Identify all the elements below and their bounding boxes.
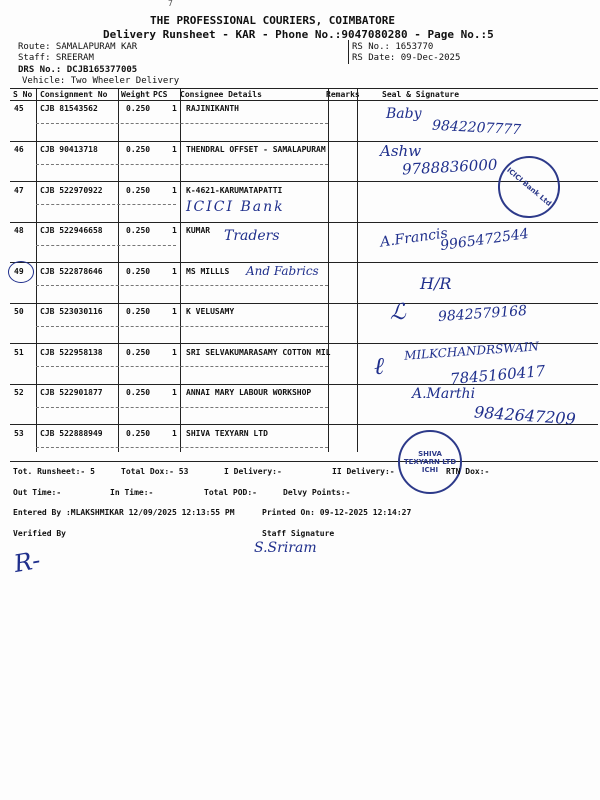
- in-time: In Time:-: [110, 488, 154, 497]
- handwritten-name: A.Marthi: [412, 386, 476, 402]
- row-pcs: 1: [172, 267, 177, 276]
- row-sno: 45: [14, 104, 24, 113]
- staff-label: Staff: SREERAM: [18, 53, 94, 63]
- out-time: Out Time:-: [13, 488, 62, 497]
- handwritten-scribble-icon: ℓ: [374, 352, 384, 380]
- row-weight: 0.250: [126, 348, 151, 357]
- row-inner-dash: [36, 164, 328, 165]
- row-separator: [10, 222, 598, 223]
- handwritten-scribble-icon: ℒ: [390, 300, 406, 325]
- row-inner-dash: [36, 204, 176, 205]
- handwritten-phone: 9788836000: [401, 155, 498, 179]
- drs-number: DRS No.: DCJB165377005: [18, 65, 138, 75]
- col-divider: [357, 88, 358, 452]
- staff-signature: S.Sriram: [254, 540, 317, 556]
- total-runsheet: Tot. Runsheet:- 5: [13, 467, 95, 476]
- shiva-texyarn-stamp: SHIVA TEXYARN LTD ICHI: [398, 430, 462, 494]
- row-consignee: ANNAI MARY LABOUR WORKSHOP: [186, 388, 312, 397]
- handwritten-signature: Ashw: [380, 142, 422, 160]
- row-consignee: K VELUSAMY: [186, 307, 235, 316]
- header-divider: [348, 40, 349, 64]
- handwritten-phone: 9965472544: [439, 225, 530, 255]
- circled-row-marker: [8, 261, 34, 283]
- row-consignee: K-4621-KARUMATAPATTI: [186, 186, 283, 195]
- handwritten-phone: 9842579168: [437, 302, 528, 326]
- handwritten-name: Baby: [386, 106, 422, 122]
- row-inner-dash: [36, 326, 328, 327]
- col-divider: [118, 88, 119, 452]
- verified-by-label: Verified By: [13, 529, 66, 538]
- handwritten-note: Traders: [224, 228, 280, 244]
- row-separator: [10, 262, 598, 263]
- row-sno: 53: [14, 429, 24, 438]
- handwritten-phone: 9842207777: [431, 117, 522, 139]
- total-dox: Total Dox:- 53: [121, 467, 189, 476]
- row-consignee: THENDRAL OFFSET - SAMALAPURAM: [186, 145, 326, 154]
- runsheet-subtitle: Delivery Runsheet - KAR - Phone No.:9047080280 - Page No.:5: [103, 28, 494, 41]
- row-sno: 50: [14, 307, 24, 316]
- row-consignee: RAJINIKANTH: [186, 104, 239, 113]
- row-inner-dash: [36, 245, 176, 246]
- handwritten-phone: 7845160417: [449, 361, 547, 389]
- row-weight: 0.250: [126, 429, 151, 438]
- row-consignee: KUMAR: [186, 226, 211, 235]
- col-header-sno: S No: [13, 90, 33, 99]
- col-divider: [180, 88, 181, 452]
- row-weight: 0.250: [126, 267, 151, 276]
- row-pcs: 1: [172, 429, 177, 438]
- icici-bank-stamp: ICICI Bank Ltd: [485, 143, 572, 230]
- total-pod: Total POD:-: [204, 488, 257, 497]
- row-weight: 0.250: [126, 307, 151, 316]
- rs-number: RS No.: 1653770: [352, 42, 434, 52]
- row-inner-dash: [36, 447, 328, 448]
- company-title: THE PROFESSIONAL COURIERS, COIMBATORE: [150, 14, 396, 27]
- i-delivery: I Delivery:-: [224, 467, 282, 476]
- row-weight: 0.250: [126, 186, 151, 195]
- row-consignment: CJB 522901877: [40, 388, 103, 397]
- row-inner-dash: [36, 123, 328, 124]
- row-inner-dash: [36, 285, 328, 286]
- row-weight: 0.250: [126, 388, 151, 397]
- row-pcs: 1: [172, 388, 177, 397]
- col-header-consignee: Consignee Details: [180, 90, 262, 99]
- row-separator: [10, 141, 598, 142]
- row-consignee: MS MILLLS: [186, 267, 230, 276]
- row-pcs: 1: [172, 348, 177, 357]
- row-sno: 46: [14, 145, 24, 154]
- row-consignee: SRI SELVAKUMARASAMY COTTON MIL: [186, 348, 331, 357]
- col-header-weight: Weight: [121, 90, 150, 99]
- col-header-pcs: PCS: [153, 90, 168, 99]
- handwritten-phone: 9842647209: [473, 402, 577, 429]
- row-consignment: CJB 523030116: [40, 307, 103, 316]
- row-consignment: CJB 522946658: [40, 226, 103, 235]
- col-header-consignment: Consignment No: [40, 90, 108, 99]
- row-separator: [10, 384, 598, 385]
- table-top-rule: [10, 88, 598, 89]
- row-consignment: CJB 90413718: [40, 145, 98, 154]
- staff-signature-label: Staff Signature: [262, 529, 335, 538]
- row-weight: 0.250: [126, 226, 151, 235]
- handwritten-note: ICICI Bank: [186, 199, 285, 215]
- row-consignment: CJB 81543562: [40, 104, 98, 113]
- row-inner-dash: [36, 407, 328, 408]
- col-divider: [328, 88, 329, 452]
- handwritten-note: And Fabrics: [246, 264, 319, 278]
- col-header-seal: Seal & Signature: [382, 90, 460, 99]
- entered-by: Entered By :MLAKSHMIKAR 12/09/2025 12:13:55 PM: [13, 508, 235, 517]
- row-consignee: SHIVA TEXYARN LTD: [186, 429, 268, 438]
- row-weight: 0.250: [126, 145, 151, 154]
- row-pcs: 1: [172, 145, 177, 154]
- handwritten-name: MILKCHANDRSWAIN: [403, 339, 540, 363]
- row-consignment: CJB 522888949: [40, 429, 103, 438]
- row-separator: [10, 424, 598, 425]
- delvy-points: Delvy Points:-: [283, 488, 351, 497]
- page-mark: 7: [168, 0, 173, 8]
- route-label: Route: SAMALAPURAM KAR: [18, 42, 138, 52]
- handwritten-mark: H/R: [420, 274, 452, 293]
- row-pcs: 1: [172, 307, 177, 316]
- row-consignment: CJB 522878646: [40, 267, 103, 276]
- row-sno: 48: [14, 226, 24, 235]
- row-weight: 0.250: [126, 104, 151, 113]
- rs-date: RS Date: 09-Dec-2025: [352, 53, 461, 63]
- table-bottom-rule: [10, 461, 598, 462]
- row-sno: 47: [14, 186, 24, 195]
- table-header-rule: [10, 100, 598, 101]
- ii-delivery: II Delivery:-: [332, 467, 395, 476]
- row-inner-dash: [36, 366, 328, 367]
- row-sno: 51: [14, 348, 24, 357]
- row-pcs: 1: [172, 226, 177, 235]
- rtn-dox: RTN Dox:-: [446, 467, 490, 476]
- row-pcs: 1: [172, 186, 177, 195]
- row-sno: 49: [14, 267, 24, 276]
- row-consignment: CJB 522958138: [40, 348, 103, 357]
- handwritten-name: A.Francis: [379, 225, 449, 251]
- col-divider: [36, 88, 37, 452]
- printed-on: Printed On: 09-12-2025 12:14:27: [262, 508, 412, 517]
- row-consignment: CJB 522970922: [40, 186, 103, 195]
- row-sno: 52: [14, 388, 24, 397]
- verified-signature: R-: [11, 545, 43, 579]
- row-pcs: 1: [172, 104, 177, 113]
- col-header-remarks: Remarks: [326, 90, 360, 99]
- vehicle-label: Vehicle: Two Wheeler Delivery: [22, 76, 180, 86]
